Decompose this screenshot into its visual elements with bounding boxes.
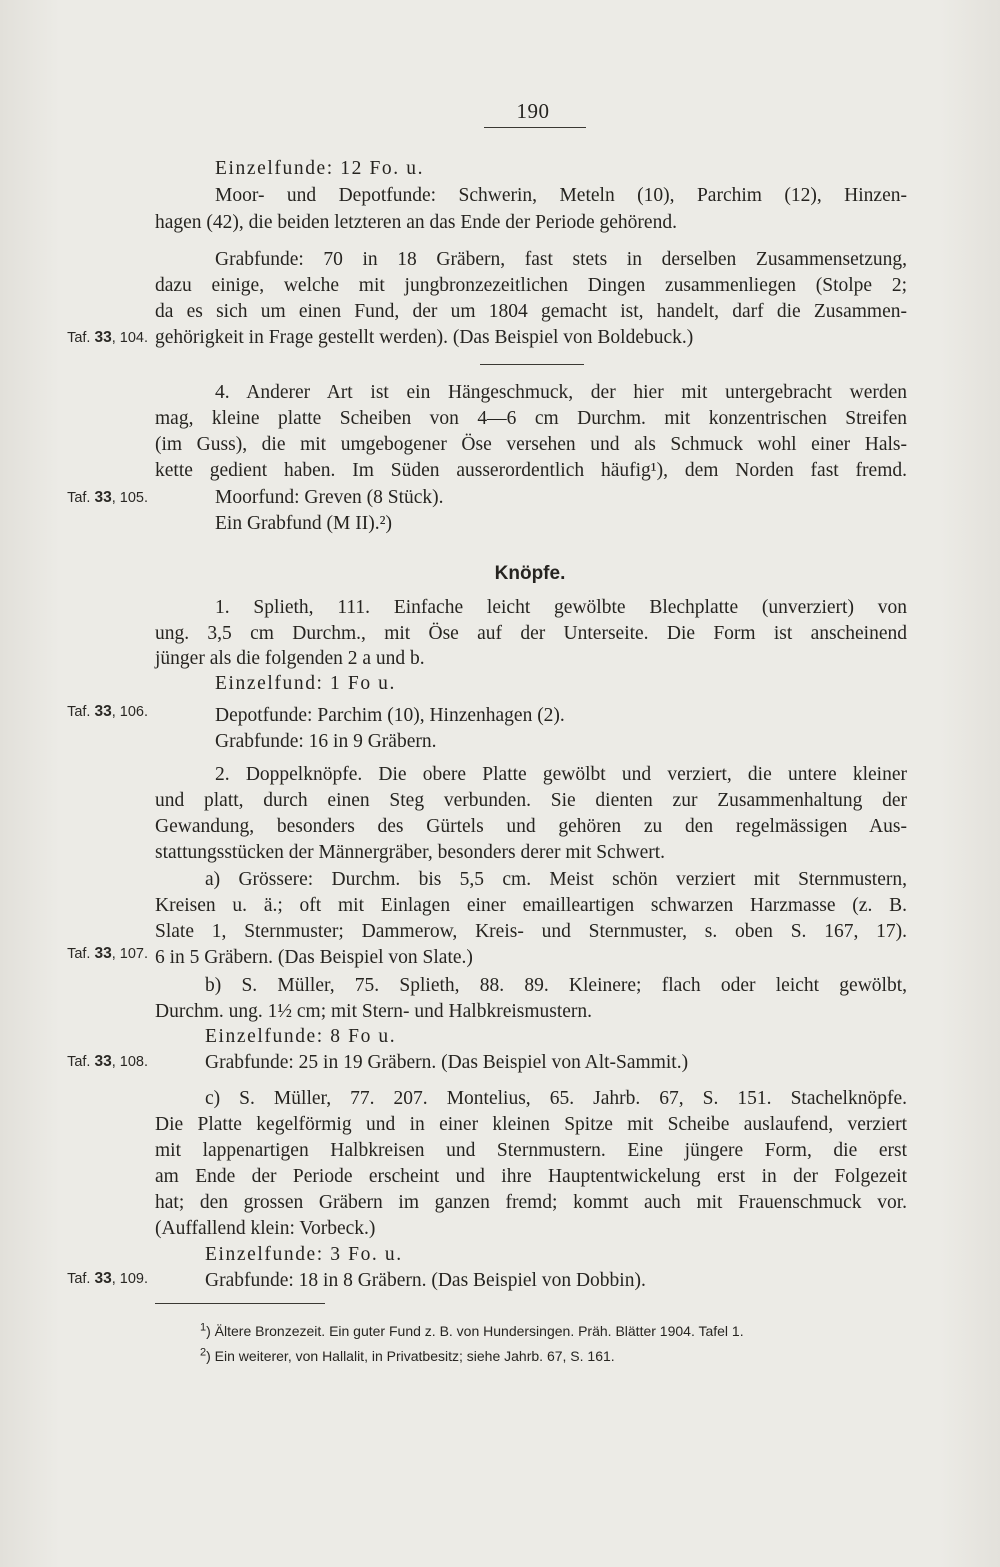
text-line: Einzelfunde: 3 Fo. u. [205, 1244, 403, 1265]
text-line: Durchm. ung. 1½ cm; mit Stern- und Halbkreismustern. [155, 1001, 593, 1022]
text-line: 4. Anderer Art ist ein Hängeschmuck, der hier mit untergebracht werden [215, 382, 907, 403]
footnote: $^1$) Ältere Bronzezeit. Ein guter Fund z. B. von Hundersingen. Präh. Blätter 1904. Tafel 1. [200, 1321, 744, 1339]
page-number-rule [484, 127, 586, 128]
text-line: Grabfunde: 70 in 18 Gräbern, fast stets in derselben Zusammensetzung, [215, 249, 907, 270]
footnote-rule [155, 1303, 325, 1304]
text-line: Kreisen u. ä.; oft mit Einlagen einer emailleartigen schwarzen Harzmasse (z. B. [155, 895, 907, 916]
text-line: mag, kleine platte Scheiben von 4—6 cm Durchm. mit konzentrischen Streifen [155, 408, 907, 429]
text-line: Einzelfunde: 8 Fo u. [205, 1026, 397, 1047]
text-line: Gewandung, besonders des Gürtels und gehören zu den regelmässigen Aus- [155, 816, 907, 837]
section-heading: Knöpfe. [494, 563, 566, 584]
text-line: da es sich um einen Fund, der um 1804 gemacht ist, handelt, darf die Zusammen- [155, 301, 907, 322]
text-line: stattungsstücken der Männergräber, besonders derer mit Schwert. [155, 842, 666, 863]
text-line: (Auffallend klein: Vorbeck.) [155, 1218, 376, 1239]
text-line: ung. 3,5 cm Durchm., mit Öse auf der Unterseite. Die Form ist anscheinend [155, 623, 907, 644]
text-line: b) S. Müller, 75. Splieth, 88. 89. Kleinere; flach oder leicht gewölbt, [205, 975, 907, 996]
margin-note: Taf. 33, 108. [67, 1053, 148, 1070]
margin-note: Taf. 33, 107. [67, 945, 148, 962]
text-line: Moor- und Depotfunde: Schwerin, Meteln (10), Parchim (12), Hinzen- [215, 185, 907, 206]
text-line: Depotfunde: Parchim (10), Hinzenhagen (2). [215, 705, 565, 726]
margin-note: Taf. 33, 105. [67, 489, 148, 506]
text-line: c) S. Müller, 77. 207. Montelius, 65. Jahrb. 67, S. 151. Stachelknöpfe. [205, 1088, 907, 1109]
text-line: Einzelfunde: 12 Fo. u. [215, 158, 425, 179]
text-line: Ein Grabfund (M II).²) [215, 513, 392, 534]
footnote: $^2$) Ein weiterer, von Hallalit, in Privatbesitz; siehe Jahrb. 67, S. 161. [200, 1346, 615, 1364]
text-line: jünger als die folgenden 2 a und b. [155, 648, 425, 669]
text-line: am Ende der Periode erscheint und ihre Hauptentwickelung erst in der Folgezeit [155, 1166, 907, 1187]
section-rule [480, 364, 584, 365]
text-line: 2. Doppelknöpfe. Die obere Platte gewölbt und verziert, die untere kleiner [215, 764, 907, 785]
text-line: 6 in 5 Gräbern. (Das Beispiel von Slate.) [155, 947, 473, 968]
text-line: Grabfunde: 16 in 9 Gräbern. [215, 731, 437, 752]
text-line: a) Grössere: Durchm. bis 5,5 cm. Meist schön verziert mit Sternmustern, [205, 869, 907, 890]
text-line: und platt, durch einen Steg verbunden. Sie dienten zur Zusammenhaltung der [155, 790, 907, 811]
text-line: 1. Splieth, 111. Einfache leicht gewölbte Blechplatte (unverziert) von [215, 597, 907, 618]
page-number: 190 [516, 99, 550, 123]
margin-note: Taf. 33, 106. [67, 703, 148, 720]
text-line: Grabfunde: 18 in 8 Gräbern. (Das Beispiel von Dobbin). [205, 1270, 646, 1291]
text-line: Moorfund: Greven (8 Stück). [215, 487, 444, 508]
margin-note: Taf. 33, 104. [67, 329, 148, 346]
text-line: Einzelfund: 1 Fo u. [215, 673, 396, 694]
text-line: kette gedient haben. Im Süden ausserordentlich häufig¹), dem Norden fast fremd. [155, 460, 907, 481]
text-line: hagen (42), die beiden letzteren an das Ende der Periode gehörend. [155, 212, 677, 233]
text-line: hat; den grossen Gräbern im ganzen fremd; kommt auch mit Frauenschmuck vor. [155, 1192, 907, 1213]
text-line: Die Platte kegelförmig und in einer kleinen Spitze mit Scheibe auslaufend, verziert [155, 1114, 907, 1135]
margin-note: Taf. 33, 109. [67, 1270, 148, 1287]
text-line: gehörigkeit in Frage gestellt werden). (Das Beispiel von Boldebuck.) [155, 327, 694, 348]
text-line: dazu einige, welche mit jungbronzezeitlichen Dingen zusammenliegen (Stolpe 2; [155, 275, 907, 296]
text-line: (im Guss), die mit umgebogener Öse versehen und als Schmuck wohl einer Hals- [155, 434, 907, 455]
text-line: Grabfunde: 25 in 19 Gräbern. (Das Beispiel von Alt-Sammit.) [205, 1052, 689, 1073]
text-line: Slate 1, Sternmuster; Dammerow, Kreis- und Sternmuster, s. oben S. 167, 17). [155, 921, 907, 942]
text-line: mit lappenartigen Halbkreisen und Sternmustern. Eine jüngere Form, die erst [155, 1140, 907, 1161]
